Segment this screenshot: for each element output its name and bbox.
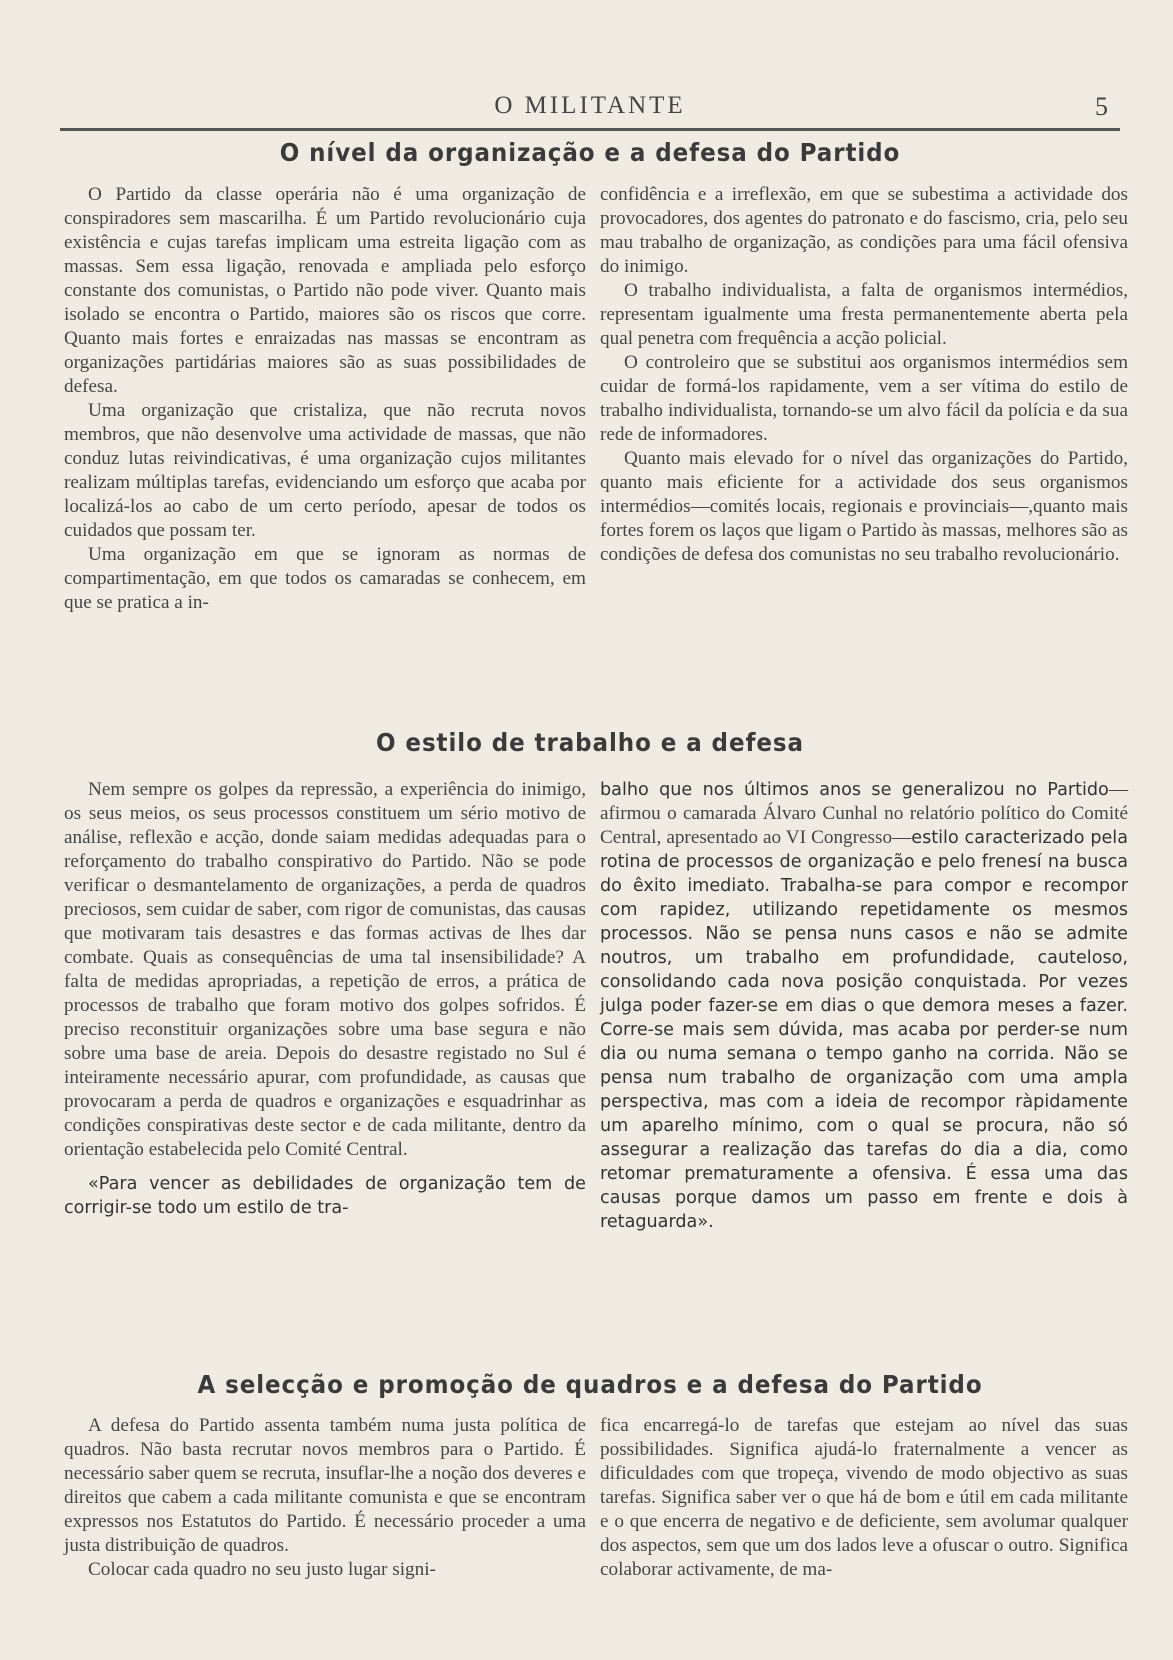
quote-continuation: balho que nos últimos anos se generalizou no Partido bbox=[600, 780, 1109, 800]
section-title-work-style: O estilo de trabalho e a defesa bbox=[376, 728, 804, 757]
quote-start: «Para vencer as debilidades de organização tem de corrigir-se todo um estilo de tra- bbox=[64, 1174, 586, 1218]
section1-left-column bbox=[64, 183, 586, 615]
quote-body: estilo caracterizado pela rotina de processos de organização e pelo frenesí na busca do êxito imediato. Trabalha-se para compor e recompor com rapidez, utilizando repetidamente os mesmos processos. Não se pensa nuns casos e não se admite noutros, um trabalho em profundidade, cauteloso, consolidando cada nova posição conquistada. Por vezes julga poder fazer-se em dias o que demora meses a fazer. Corre-se mais sem dúvida, mas acaba por perder-se num dia ou numa semana o tempo ganho na corrida. Não se pensa num trabalho de organização com uma ampla perspectiva, mas com a ideia de recompor ràpidamente um aparelho mínimo, com o qual se procura, não só assegurar a realização das tarefas do dia a dia, como retomar prematuramente a ofensiva. É essa uma das causas porque damos um passo em frente e dois à retaguarda». bbox=[600, 828, 1128, 1232]
paragraph: confidência e a irreflexão, em que se subestima a actividade dos provocadores, dos agentes do patronato e do fascismo, cria, pelo seu mau trabalho de organização, as condições para uma fácil ofensiva do inimigo. bbox=[600, 184, 1128, 277]
section3-left-column bbox=[64, 1414, 586, 1582]
section3-right-column bbox=[600, 1414, 1128, 1582]
section-title-cadre-selection: A selecção e promoção de quadros e a defesa do Partido bbox=[197, 1370, 983, 1399]
section1-right-column bbox=[600, 183, 1128, 567]
section-title-organization-level: O nível da organização e a defesa do Partido bbox=[279, 138, 901, 167]
paragraph-emphasis: Colocar cada quadro no seu justo lugar signi- bbox=[88, 1559, 436, 1580]
page-number: 5 bbox=[1095, 92, 1108, 121]
attribution: —afirmou o camarada Álvaro Cunhal no relatório político do Comité Central, apresentado ao VI Congresso— bbox=[600, 779, 1128, 848]
paragraph: fica encarregá-lo de tarefas que estejam ao nível das suas possibilidades. Significa ajudá-lo fraternalmente a vencer as dificuldades com que tropeça, vivendo de modo objectivo as suas tarefas. Significa saber ver o que há de bom e útil em cada militante e o que encerra de negativo e de deficiente, sem avolumar qualquer dos aspectos, sem que um dos lados leve a ofuscar o outro. Significa colaborar activamente, de ma- bbox=[600, 1415, 1128, 1580]
page-header bbox=[60, 88, 1120, 131]
section2-left-column bbox=[64, 778, 586, 1220]
paragraph: O controleiro que se substitui aos organismos intermédios sem cuidar de formá-los rapidamente, vem a ser vítima do estilo de trabalho individualista, tornando-se um alvo fácil da polícia e da sua rede de informadores. bbox=[600, 352, 1128, 445]
section2-right-column bbox=[600, 778, 1128, 1234]
paragraph: A defesa do Partido assenta também numa justa política de quadros. Não basta recrutar novos membros para o Partido. É necessário saber quem se recruta, insuflar-lhe a noção dos deveres e direitos que cabem a cada militante comunista e que se encontram expressos nos Estatutos do Partido. É necessário proceder a uma justa distribuição de quadros. bbox=[64, 1415, 586, 1556]
paragraph: Uma organização em que se ignoram as normas de compartimentação, em que todos os camaradas se conhecem, em que se pratica a in- bbox=[64, 544, 586, 613]
paragraph: O Partido da classe operária não é uma organização de conspiradores sem mascarilha. É um Partido revolucionário cuja existência e cujas tarefas implicam uma estreita ligação com as massas. Sem essa ligação, renovada e ampliada pelo esforço constante dos comunistas, o Partido não pode viver. Quanto mais isolado se encontra o Partido, maiores são os riscos que corre. Quanto mais fortes e enraizadas nas massas se encontram as organizações partidárias maiores são as suas possibilidades de defesa. bbox=[64, 184, 586, 397]
paragraph: O trabalho individualista, a falta de organismos intermédios, representam igualmente uma fresta permanentemente aberta pela qual penetra com frequência a acção policial. bbox=[600, 280, 1128, 349]
paragraph: Uma organização que cristaliza, que não recruta novos membros, que não desenvolve uma actividade de massas, que não conduz lutas reivindicativas, é uma organização cujos militantes realizam múltiplas tarefas, evidenciando um esforço que acaba por localizá-los ao cabo de um certo período, apesar de todos os cuidados que possam ter. bbox=[64, 400, 586, 541]
publication-title: O MILITANTE bbox=[494, 92, 686, 119]
paragraph: Nem sempre os golpes da repressão, a experiência do inimigo, os seus meios, os seus processos constituem um sério motivo de análise, reflexão e acção, donde saiam medidas adequadas para o reforçamento do trabalho conspirativo do Partido. Não se pode verificar o desmantelamento de organizações, a perda de quadros preciosos, sem cuidar de saber, com rigor de comunistas, das causas que motivaram tais desastres e das formas activas de lhes dar combate. Quais as consequências de uma tal insensibilidade? A falta de medidas apropriadas, a repetição de erros, a prática de processos de trabalho que foram motivo dos golpes sofridos. É preciso reconstituir organizações sobre uma base segura e não sobre uma base de areia. Depois do desastre registado no Sul é inteiramente necessário apurar, com profundidade, as causas que provocaram a perda de quadros e organizações e esquadrinhar as condições conspirativas deste sector e de cada militante, dentro da orientação estabelecida pelo Comité Central. bbox=[64, 779, 586, 1160]
paragraph: Quanto mais elevado for o nível das organizações do Partido, quanto mais eficiente for a actividade dos seus organismos intermédios—comités locais, regionais e provinciais—,quanto mais fortes forem os laços que ligam o Partido às massas, melhores são as condições de defesa dos comunistas no seu trabalho revolucionário. bbox=[600, 448, 1128, 565]
